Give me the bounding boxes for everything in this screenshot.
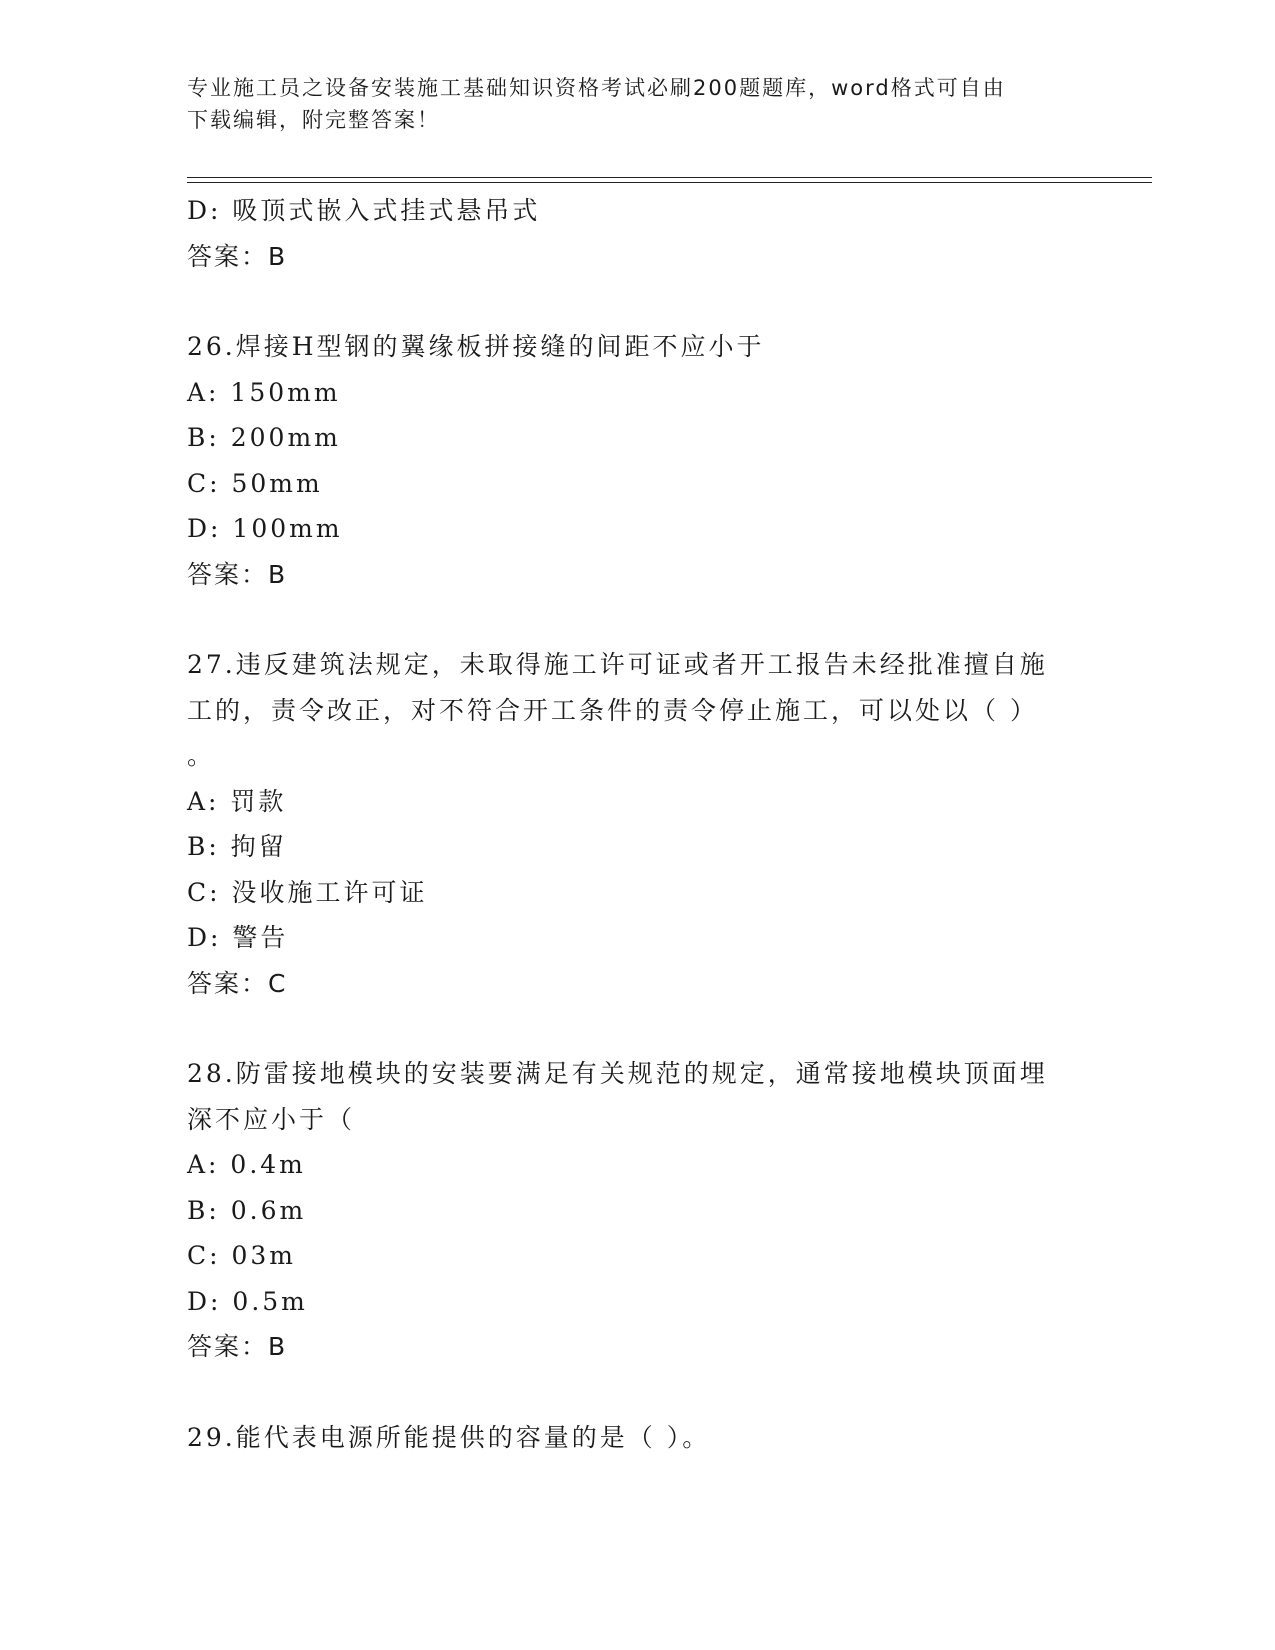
question-stem: 。 <box>187 741 216 770</box>
option-a: A: 0.4m <box>187 1150 306 1179</box>
question-stem: 27.违反建筑法规定，未取得施工许可证或者开工报告未经批准擅自施 <box>187 650 1048 679</box>
header-line-1: 专业施工员之设备安装施工基础知识资格考试必刷200题题库，word格式可自由 <box>187 76 1006 100</box>
option-a: A: 罚款 <box>187 786 287 816</box>
question-stem: 29.能代表电源所能提供的容量的是（ ）。 <box>187 1422 711 1452</box>
option-c: C: 没收施工许可证 <box>187 877 428 907</box>
document-header <box>187 72 1087 136</box>
question-list <box>187 188 1087 1460</box>
question-stem: 28.防雷接地模块的安装要满足有关规范的规定，通常接地模块顶面埋 <box>187 1059 1048 1088</box>
option-b: B: 拘留 <box>187 832 287 861</box>
option-b: B: 200mm <box>187 423 341 452</box>
option-d: D: 100mm <box>187 514 343 543</box>
option-d: D: 0.5m <box>187 1286 308 1316</box>
header-divider-top <box>187 177 1152 178</box>
answer: 答案：B <box>187 559 288 589</box>
option-d: D: 吸顶式嵌入式挂式悬吊式 <box>187 196 541 225</box>
question-stem: 26.焊接H型钢的翼缘板拼接缝的间距不应小于 <box>187 332 765 361</box>
answer: 答案：B <box>187 1332 288 1361</box>
answer: 答案：B <box>187 241 288 271</box>
question-29 <box>187 1415 1087 1461</box>
question-stem: 深不应小于（ <box>187 1104 356 1134</box>
header-divider-bottom <box>187 182 1152 183</box>
question-25-tail <box>187 188 1087 279</box>
option-c: C: 03m <box>187 1241 297 1270</box>
question-stem: 工的，责令改正，对不符合开工条件的责令停止施工，可以处以（ ） <box>187 695 1038 725</box>
question-28 <box>187 1051 1087 1370</box>
question-27 <box>187 642 1087 1006</box>
question-26 <box>187 324 1087 597</box>
answer: 答案：C <box>187 968 288 998</box>
header-line-2: 下载编辑，附完整答案！ <box>187 108 440 132</box>
option-b: B: 0.6m <box>187 1195 307 1225</box>
option-d: D: 警告 <box>187 923 289 952</box>
option-a: A: 150mm <box>187 377 341 407</box>
option-c: C: 50mm <box>187 468 323 498</box>
